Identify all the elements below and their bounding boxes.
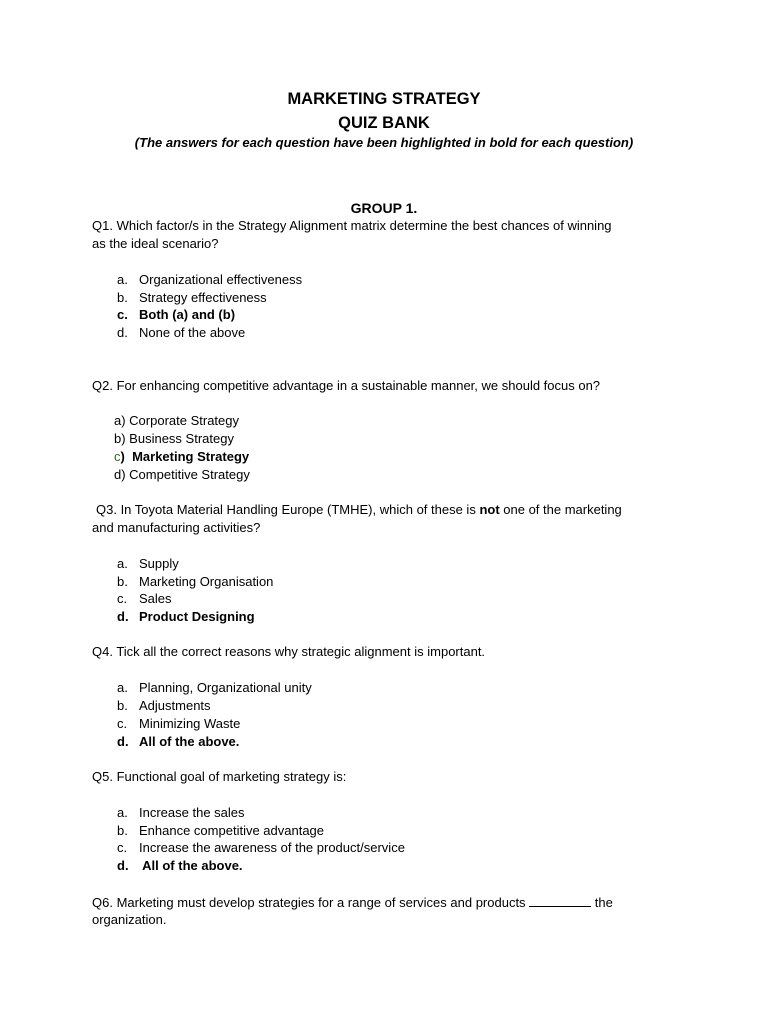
question-1-text-cont: as the ideal scenario?: [92, 236, 219, 251]
q5-option-b: b. Enhance competitive advantage: [117, 823, 325, 838]
q1-option-c-answer: c. Both (a) and (b): [117, 307, 236, 322]
question-2-text: Q2. For enhancing competitive advantage in a sustainable manner, we should focus on?: [92, 378, 601, 393]
q1-option-d: d. None of the above: [117, 325, 246, 340]
doc-title: MARKETING STRATEGY: [287, 90, 481, 108]
q2-option-c-answer: c) Marketing Strategy: [114, 449, 250, 464]
q5-option-a: a. Increase the sales: [117, 805, 245, 820]
question-6-text: Q6. Marketing must develop strategies for a range of services and products the: [92, 895, 613, 910]
q3-option-a: a. Supply: [117, 556, 179, 571]
q4-option-d-answer: d. All of the above.: [117, 734, 240, 749]
question-5-text: Q5. Functional goal of marketing strategy is:: [92, 769, 347, 784]
answer-note: (The answers for each question have been highlighted in bold for each question): [134, 135, 634, 150]
q3-option-d-answer: d. Product Designing: [117, 609, 255, 624]
question-3-text: Q3. In Toyota Material Handling Europe (TMHE), which of these is not one of the marketing: [96, 502, 622, 517]
q2-option-b: b) Business Strategy: [114, 431, 234, 446]
question-6-text-cont: organization.: [92, 912, 167, 927]
q4-option-a: a. Planning, Organizational unity: [117, 680, 312, 695]
q2-option-a: a) Corporate Strategy: [114, 413, 240, 428]
q4-option-b: b. Adjustments: [117, 698, 211, 713]
q1-option-a: a. Organizational effectiveness: [117, 272, 303, 287]
fill-in-blank: [529, 893, 591, 907]
q1-option-b: b. Strategy effectiveness: [117, 290, 267, 305]
question-4-text: Q4. Tick all the correct reasons why strategic alignment is important.: [92, 644, 486, 659]
question-1-text: Q1. Which factor/s in the Strategy Alignment matrix determine the best chances of winning: [92, 218, 612, 233]
q3-option-b: b. Marketing Organisation: [117, 574, 274, 589]
q3-option-c: c. Sales: [117, 591, 172, 606]
q2-option-d: d) Competitive Strategy: [114, 467, 250, 482]
q5-option-c: c. Increase the awareness of the product/service: [117, 840, 405, 855]
q5-option-d-answer: d. All of the above.: [117, 858, 243, 873]
q4-option-c: c. Minimizing Waste: [117, 716, 241, 731]
doc-subtitle: QUIZ BANK: [338, 114, 430, 132]
group-heading: GROUP 1.: [350, 200, 418, 216]
question-3-text-cont: and manufacturing activities?: [92, 520, 261, 535]
